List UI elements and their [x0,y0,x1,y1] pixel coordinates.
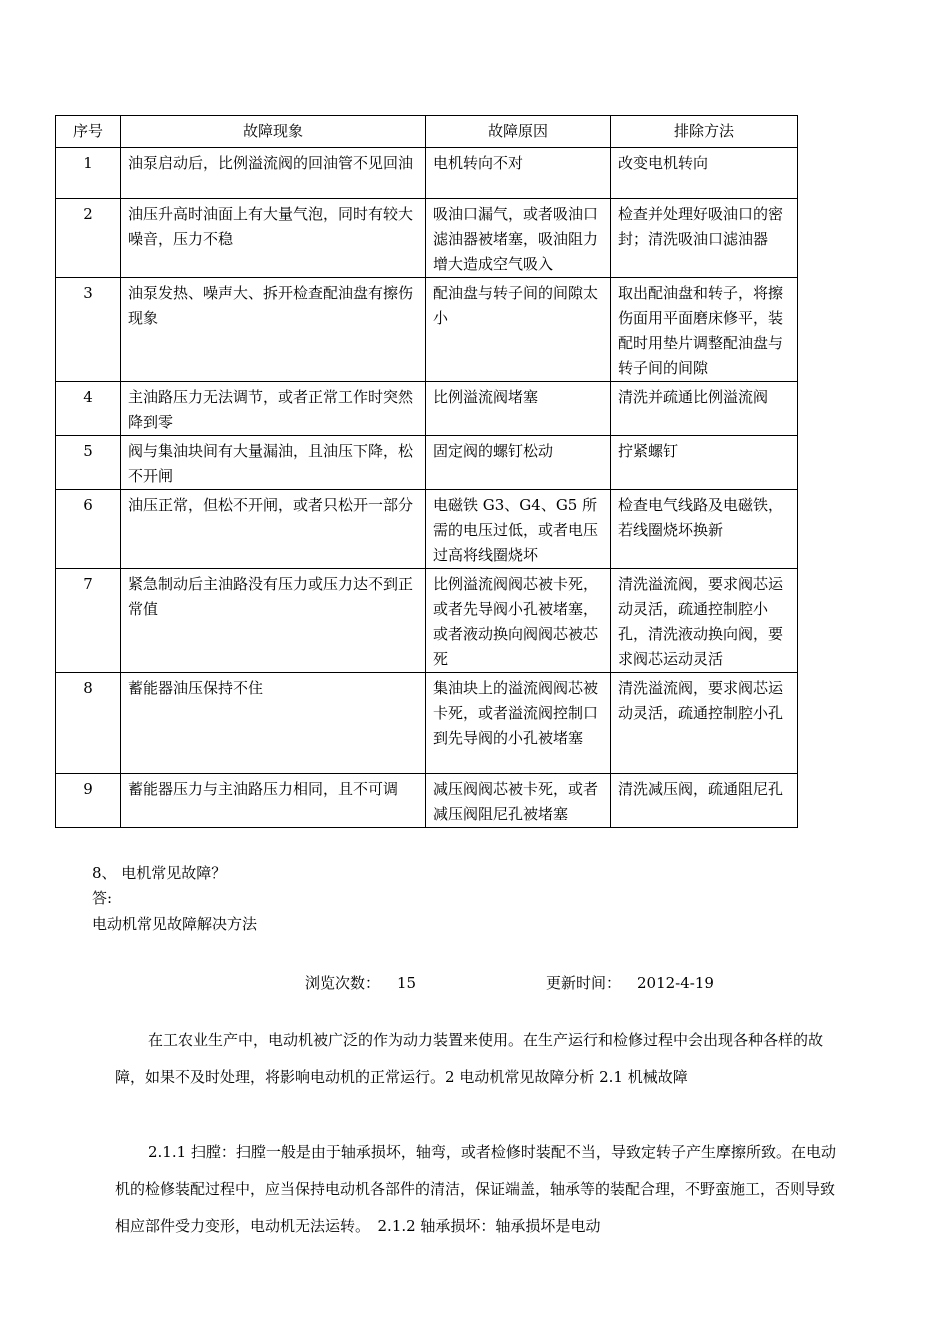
table-row [56,673,798,774]
row-cause: 配油盘与转子间的间隙太小 [426,278,611,382]
row-remedy: 清洗并疏通比例溢流阀 [611,382,798,436]
row-remedy: 改变电机转向 [611,148,798,199]
row-no: 9 [56,774,121,828]
row-symptom: 油泵启动后，比例溢流阀的回油管不见回油 [121,148,426,199]
article-title: 电动机常见故障解决方法 [92,915,258,933]
row-cause: 电机转向不对 [426,148,611,199]
row-cause: 吸油口漏气，或者吸油口滤油器被堵塞，吸油阻力增大造成空气吸入 [426,199,611,278]
row-no: 8 [56,673,121,774]
table-row [56,436,798,490]
table-row [56,490,798,569]
row-remedy: 清洗溢流阀，要求阀芯运动灵活，疏通控制腔小孔，清洗液动换向阀，要求阀芯运动灵活 [611,569,798,673]
row-remedy: 检查电气线路及电磁铁，若线圈烧坏换新 [611,490,798,569]
row-remedy: 检查并处理好吸油口的密封；清洗吸油口滤油器 [611,199,798,278]
views-count: 15 [397,974,417,992]
table-row [56,774,798,828]
table-row [56,278,798,382]
updated-label: 更新时间： [546,974,622,992]
header-symptom: 故障现象 [121,116,426,148]
header-no: 序号 [56,116,121,148]
row-remedy: 取出配油盘和转子，将擦伤面用平面磨床修平，装配时用垫片调整配油盘与转子间的间隙 [611,278,798,382]
row-no: 3 [56,278,121,382]
updated-date: 2012-4-19 [637,974,714,992]
row-cause: 比例溢流阀堵塞 [426,382,611,436]
row-cause: 比例溢流阀阀芯被卡死，或者先导阀小孔被堵塞，或者液动换向阀阀芯被芯死 [426,569,611,673]
row-symptom: 紧急制动后主油路没有压力或压力达不到正常值 [121,569,426,673]
row-no: 2 [56,199,121,278]
row-symptom: 油压升高时油面上有大量气泡，同时有较大噪音，压力不稳 [121,199,426,278]
row-cause: 减压阀阀芯被卡死，或者减压阀阻尼孔被堵塞 [426,774,611,828]
article-paragraph: 2.1.1 扫膛：扫膛一般是由于轴承损坏，轴弯，或者检修时装配不当，导致定转子产生摩擦所致。在电动机的检修装配过程中，应当保持电动机各部件的清洁，保证端盖，轴承等的装配合理，不野蛮施工，否则导致相应部件受力变形，电动机无法运转。 2.1.2 轴承损坏：轴承损坏是电动 [115,1143,836,1235]
views-label: 浏览次数： [305,974,381,992]
row-no: 5 [56,436,121,490]
row-symptom: 蓄能器油压保持不住 [121,673,426,774]
row-symptom: 油泵发热、噪声大、拆开检查配油盘有擦伤现象 [121,278,426,382]
table-row [56,382,798,436]
row-cause: 固定阀的螺钉松动 [426,436,611,490]
answer-label: 答: [92,889,113,907]
table-header-row [56,116,798,148]
row-no: 7 [56,569,121,673]
row-cause: 电磁铁 G3、G4、G5 所需的电压过低，或者电压过高将线圈烧坏 [426,490,611,569]
row-symptom: 阀与集油块间有大量漏油，且油压下降，松不开闸 [121,436,426,490]
row-symptom: 油压正常，但松不开闸，或者只松开一部分 [121,490,426,569]
article-paragraph: 在工农业生产中，电动机被广泛的作为动力装置来使用。在生产运行和检修过程中会出现各种各样的故障，如果不及时处理，将影响电动机的正常运行。2 电动机常见故障分析 2.1 机械故障 [115,1031,824,1086]
fault-table [55,115,798,828]
row-cause: 集油块上的溢流阀阀芯被卡死，或者溢流阀控制口到先导阀的小孔被堵塞 [426,673,611,774]
header-cause: 故障原因 [426,116,611,148]
row-symptom: 主油路压力无法调节，或者正常工作时突然降到零 [121,382,426,436]
row-no: 1 [56,148,121,199]
row-symptom: 蓄能器压力与主油路压力相同，且不可调 [121,774,426,828]
header-remedy: 排除方法 [611,116,798,148]
table-row [56,569,798,673]
row-remedy: 清洗溢流阀，要求阀芯运动灵活，疏通控制腔小孔 [611,673,798,774]
row-remedy: 清洗减压阀，疏通阻尼孔 [611,774,798,828]
question-heading: 8、 电机常见故障？ [92,864,227,882]
table-row [56,199,798,278]
row-no: 4 [56,382,121,436]
table-row [56,148,798,199]
row-no: 6 [56,490,121,569]
row-remedy: 拧紧螺钉 [611,436,798,490]
